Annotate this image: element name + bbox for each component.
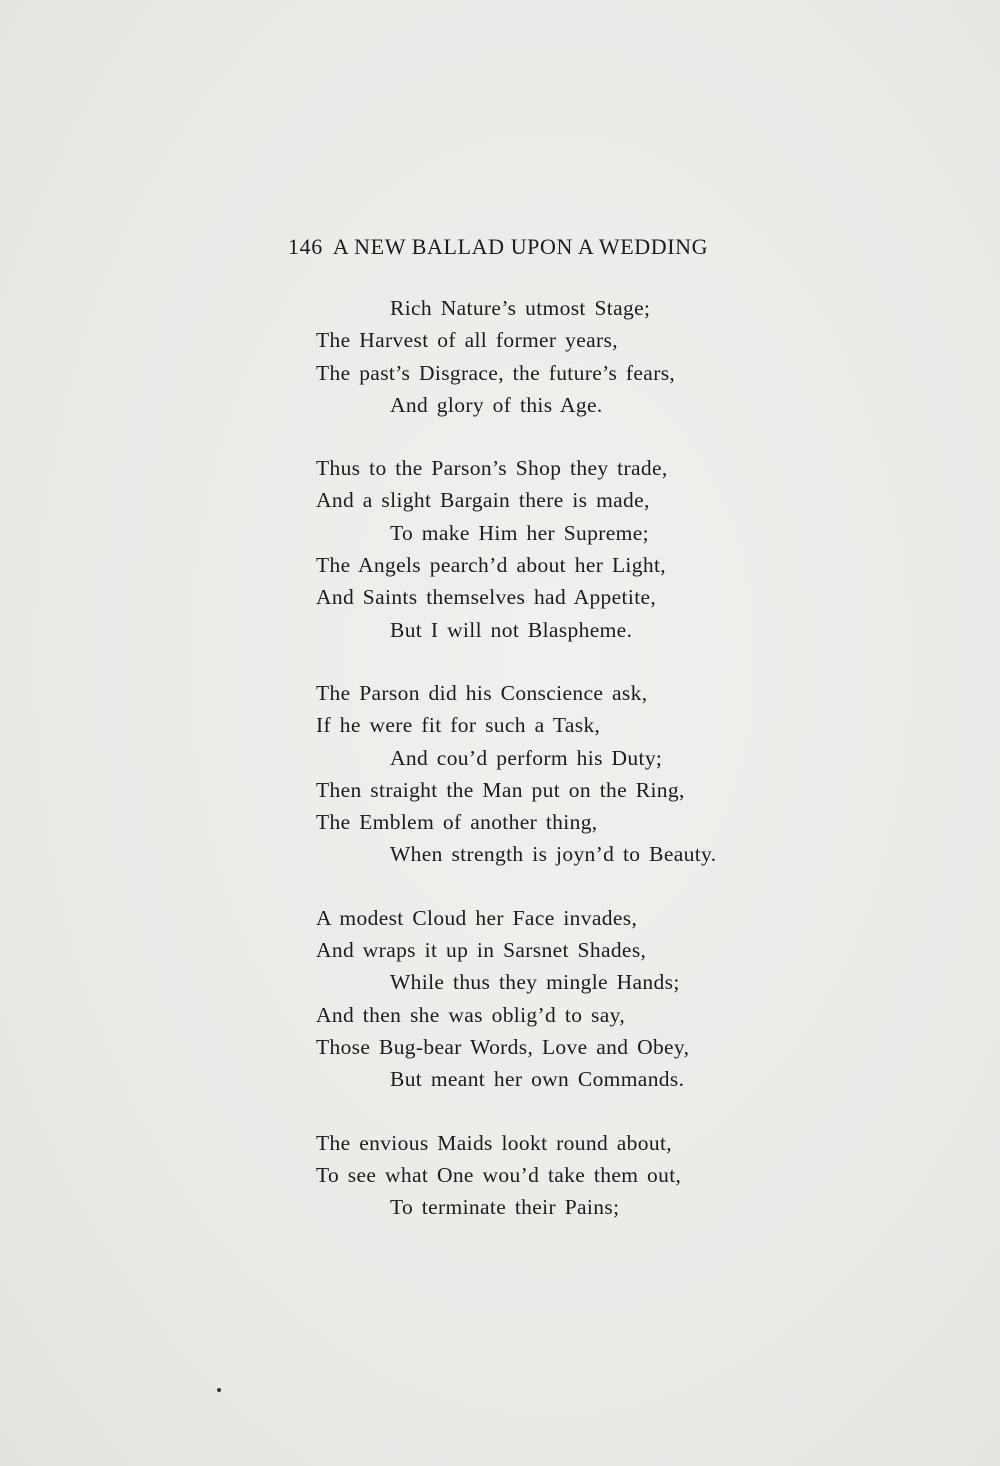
poem-line: A modest Cloud her Face invades, <box>316 905 638 930</box>
stanza <box>316 292 836 421</box>
poem-line: Thus to the Parson’s Shop they trade, <box>316 456 668 481</box>
poem-line: To terminate their Pains; <box>390 1195 620 1220</box>
poem-line: And glory of this Age. <box>390 392 603 417</box>
poem-line: Then straight the Man put on the Ring, <box>316 777 685 802</box>
poem-line: The Parson did his Conscience ask, <box>316 680 648 705</box>
poem-line: And Saints themselves had Appetite, <box>316 585 657 610</box>
paper-speck <box>217 1388 221 1392</box>
poem-line: And cou’d perform his Duty; <box>390 745 663 770</box>
poem-line: The past’s Disgrace, the future’s fears, <box>316 360 676 385</box>
running-head-title: A NEW BALLAD UPON A WEDDING <box>332 234 709 259</box>
poem-line: The Emblem of another thing, <box>316 810 598 835</box>
stanza <box>316 902 836 1096</box>
poem-line: The Angels pearch’d about her Light, <box>316 553 666 578</box>
poem-line: While thus they mingle Hands; <box>390 970 680 995</box>
poem-body <box>316 292 836 1254</box>
stanza <box>316 452 836 646</box>
poem-line: Rich Nature’s utmost Stage; <box>390 296 651 320</box>
poem-line: To make Him her Supreme; <box>390 520 649 545</box>
poem-line: And then she was oblig’d to say, <box>316 1002 626 1027</box>
poem-line: The envious Maids lookt round about, <box>316 1130 673 1155</box>
stanza <box>316 1127 836 1224</box>
poem-line: But I will not Blaspheme. <box>390 617 633 642</box>
poem-line: The Harvest of all former years, <box>316 328 618 353</box>
stanza <box>316 677 836 871</box>
running-head <box>288 234 808 260</box>
poem-line: And wraps it up in Sarsnet Shades, <box>316 938 647 963</box>
page-number: 146 <box>288 234 323 259</box>
poem-line: To see what One wou’d take them out, <box>316 1162 682 1187</box>
poem-line: If he were fit for such a Task, <box>316 713 601 738</box>
poem-line: And a slight Bargain there is made, <box>316 488 650 513</box>
poem-line: Those Bug-bear Words, Love and Obey, <box>316 1034 690 1059</box>
poem-line: But meant her own Commands. <box>390 1067 685 1092</box>
poem-line: When strength is joyn’d to Beauty. <box>390 842 717 867</box>
